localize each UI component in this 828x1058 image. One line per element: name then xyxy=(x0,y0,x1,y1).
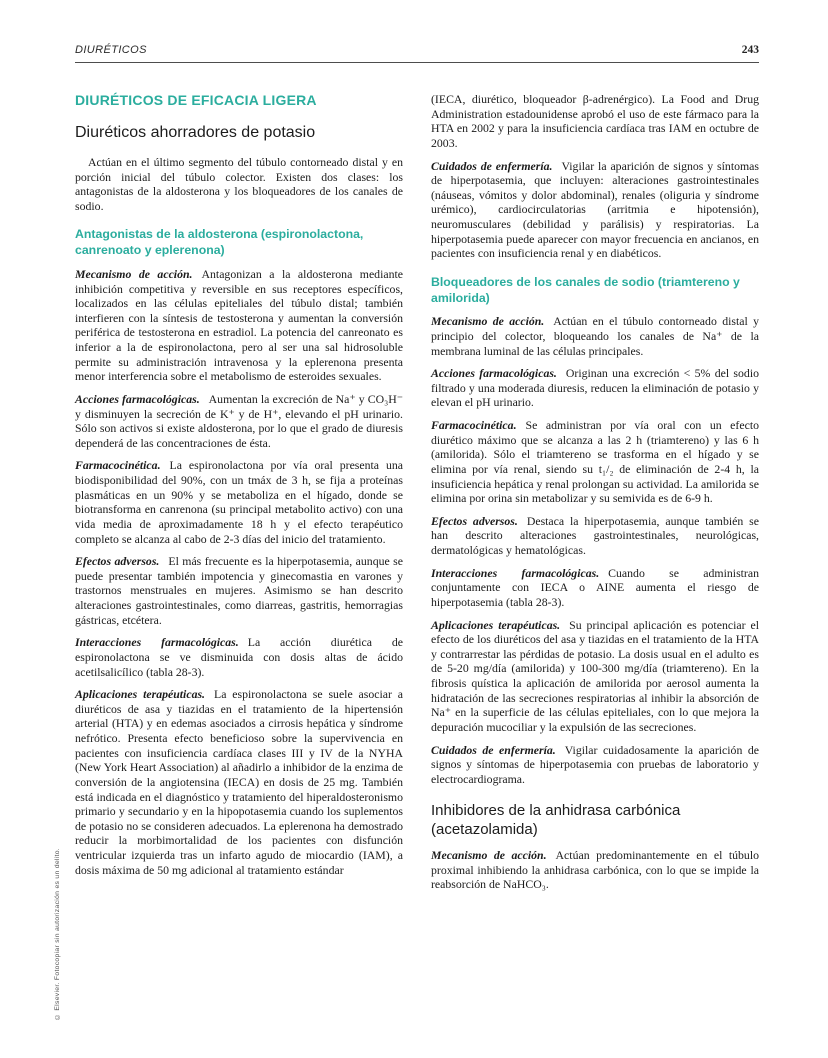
section-paragraph xyxy=(431,566,759,610)
run-in-heading: Acciones farmacológicas. xyxy=(431,366,557,381)
run-in-heading: Efectos adversos. xyxy=(75,554,160,569)
run-in-heading: Acciones farmacológicas. xyxy=(75,391,200,406)
run-in-heading: Mecanismo de acción. xyxy=(431,314,545,329)
subsection-heading: Diuréticos ahorradores de potasio xyxy=(75,123,316,141)
intro-paragraph: Actúan en el último segmento del túbulo contorneado distal y en porción inicial del túbulo colector. Existen dos clases: los antagonistas de la aldosterona y los bloqueadores de los canales de sodio. xyxy=(75,154,403,213)
running-head: DIURÉTICOS xyxy=(75,44,147,56)
section-text: Destaca la hiperpotasemia, aunque también se han descrito alteraciones gastrointestinales, neurológicas, dermatológicas y hematológicas. xyxy=(431,513,759,558)
section-paragraph xyxy=(75,554,403,627)
right-column xyxy=(431,92,759,892)
section-paragraph xyxy=(431,314,759,358)
run-in-heading: Cuidados de enfermería. xyxy=(431,158,553,173)
section-paragraph xyxy=(75,687,403,877)
continuation-paragraph: (IECA, diurético, bloqueador β-adrenérgico). La Food and Drug Administration estadounidense aprobó el uso de este fármaco para la HTA en 2002 y para la insuficiencia cardíaca tras IAM en octubre de 2003. xyxy=(431,92,759,150)
section-text: Se administran por vía oral con un efecto diurético máximo que se alcanza a las 2 h (triamtereno) y las 6 h (amilorida). Sólo el triamtereno se trasforma en el hígado y se elimina por vía renal, siendo su t₁/₂ de eliminación de 2-4 h, la insuficiencia hepática y renal prolongan su actividad. La amilorida se elimina por orina sin metabolizar y su semivida es de 6-9 h. xyxy=(431,418,759,506)
section-paragraph xyxy=(75,635,403,679)
section-text: Antagonizan a la aldosterona mediante inhibición competitiva y reversible en sus receptores específicos, localizados en las células epiteliales del túbulo distal; también interfieren con la síntesis de testosterona y aumentan la conversión periférica de testosterona en estradiol. La potencia del canreonato es inferior a la de espironolactona, pero al ser una sal hidrosoluble permite su administración intravenosa y la eplerenona presenta menor interferencia sobre el metabolismo de esteroides sexuales. xyxy=(75,266,404,384)
run-in-heading: Cuidados de enfermería. xyxy=(431,742,556,757)
section-paragraph xyxy=(75,392,403,451)
section-text: Vigilar la aparición de signos y síntomas de hiperpotasemia, que incluyen: alteraciones gastrointestinales (náuseas, vómitos y dolor abdominal), renales (oliguria y síndrome urémico), cardiocirculatorias (arritmia e hipotensión), neuromusculares (debilidad y parálisis) y respiratorias. La hiperpotasemia puede aparecer con mayor frecuencia en ancianos, en pacientes con insuficiencia renal y en diabéticos. xyxy=(431,158,759,261)
section-text: La espironolactona se suele asociar a diuréticos de asa y tiazidas en el tratamiento de la hipertensión arterial (HTA) y en edemas asociados a cirrosis hepática y síndrome nefrótico. Presenta efecto beneficioso sobre la supervivencia en pacientes con insuficiencia cardíaca clases III y IV de la NYHA (New York Heart Association) al añadirlo a inhibidor de la enzima de conversión de la angiotensina (IECA) en dosis de 25 mg. También está indicada en el diagnóstico y tratamiento del hiperaldosteronismo primario y secundario y en la hipopotasemia cuando los suplementos de potasio no se consideren adecuados. La eplerenona ha demostrado reducir la morbimortalidad de los pacientes con disfunción ventricular izquierda tras un infarto agudo de miocardio (IAM), a dosis máxima de 50 mg adicional al tratamiento estándar xyxy=(75,687,403,877)
section-text: Cuando se administran conjuntamente con IECA o AINE aumenta el riesgo de hiperpotasemia (tabla 28-3). xyxy=(431,565,759,609)
section-text: Actúan en el túbulo contorneado distal y principio del colector, bloqueando los canales de Na⁺ de la membrana luminal de las células principales. xyxy=(431,314,759,358)
left-column xyxy=(75,92,403,892)
section-text: Aumentan la excreción de Na⁺ y CO₃H⁻ y disminuyen la secreción de K⁺ y de H⁺, elevando el pH urinario. Sólo son activos si existe aldosterona, por lo que el grado de diuresis dependerá de las concentraciones de ésta. xyxy=(75,391,403,450)
drug-group-heading: Antagonistas de la aldosterona (espironolactona, canrenoato y eplerenona) xyxy=(75,227,364,258)
section-paragraph xyxy=(75,458,403,546)
section-paragraph xyxy=(431,743,759,787)
run-in-heading: Interacciones farmacológicas. xyxy=(75,635,239,650)
section-paragraph xyxy=(431,366,759,410)
run-in-heading: Interacciones farmacológicas. xyxy=(431,565,600,580)
page-header xyxy=(75,44,759,63)
section-paragraph xyxy=(75,267,403,384)
section-text: Originan una excreción < 5% del sodio filtrado y una moderada diuresis, reducen la eliminación de potasio y elevan el pH urinario. xyxy=(431,366,759,410)
run-in-heading: Farmacocinética. xyxy=(75,458,161,473)
run-in-heading: Aplicaciones terapéuticas. xyxy=(431,617,561,632)
section-text: El más frecuente es la hiperpotasemia, aunque se puede presentar también impotencia y ginecomastia en varones y trastornos menstruales en mujeres. Asimismo se han descrito alteraciones gastrointestinales, como diarreas, gastritis, hemorragias gástricas, etcétera. xyxy=(75,554,403,627)
section-paragraph xyxy=(431,159,759,261)
copyright-notice: © Elsevier. Fotocopiar sin autorización es un delito. xyxy=(54,847,61,1020)
run-in-heading: Mecanismo de acción. xyxy=(431,847,547,862)
run-in-heading: Mecanismo de acción. xyxy=(75,266,193,281)
chapter-section-heading: DIURÉTICOS DE EFICACIA LIGERA xyxy=(75,92,317,108)
subsection-heading: Inhibidores de la anhidrasa carbónica (acetazolamida) xyxy=(431,802,681,839)
run-in-heading: Aplicaciones terapéuticas. xyxy=(75,687,206,702)
section-paragraph xyxy=(431,848,759,892)
section-paragraph xyxy=(431,514,759,558)
section-paragraph xyxy=(431,418,759,506)
section-text: Actúan predominantemente en el túbulo proximal inhibiendo la anhidrasa carbónica, con lo que se impide la reabsorción de NaHCO₃. xyxy=(431,847,760,892)
section-text: Vigilar cuidadosamente la aparición de signos y síntomas de hiperpotasemia con pruebas de laboratorio y electrocardiograma. xyxy=(431,742,759,786)
run-in-heading: Efectos adversos. xyxy=(431,513,518,528)
section-text: La acción diurética de espironolactona se ve disminuida con dosis altas de ácido acetilsalicílico (tabla 28-3). xyxy=(75,635,403,679)
section-paragraph xyxy=(431,618,759,735)
page-number: 243 xyxy=(741,44,759,56)
section-text: Su principal aplicación es potenciar el efecto de los diuréticos del asa y tiazidas en el tratamiento de la HTA y contrarrestar las pérdidas de potasio. La dosis usual en el adulto es de 5-20 mg/día (amilorida) y 100-300 mg/día (triamtereno). En la fibrosis quística la aplicación de amilorida por aerosol aumenta la hidratación de las secreciones respiratorias al inhibir la absorción de Na⁺ en la superficie de las células epiteliales, con lo que mejora la depuración mucociliar y la expulsión de las secreciones. xyxy=(431,617,759,734)
page-body xyxy=(75,92,759,892)
run-in-heading: Farmacocinética. xyxy=(431,418,517,433)
section-text: La espironolactona por vía oral presenta una biodisponibilidad del 90%, con un tmáx de 3 h, se fija a proteínas plasmáticas en un 90% y se metaboliza en el hígado, donde se biotransforma en canrenona (su principal metabolito activo) con una vida media de aproximadamente 18 h y el efecto terapéutico completo se alcanza al cabo de 2-3 días del inicio del tratamiento. xyxy=(75,458,403,546)
drug-group-heading: Bloqueadores de los canales de sodio (triamtereno y amilorida) xyxy=(431,274,740,305)
